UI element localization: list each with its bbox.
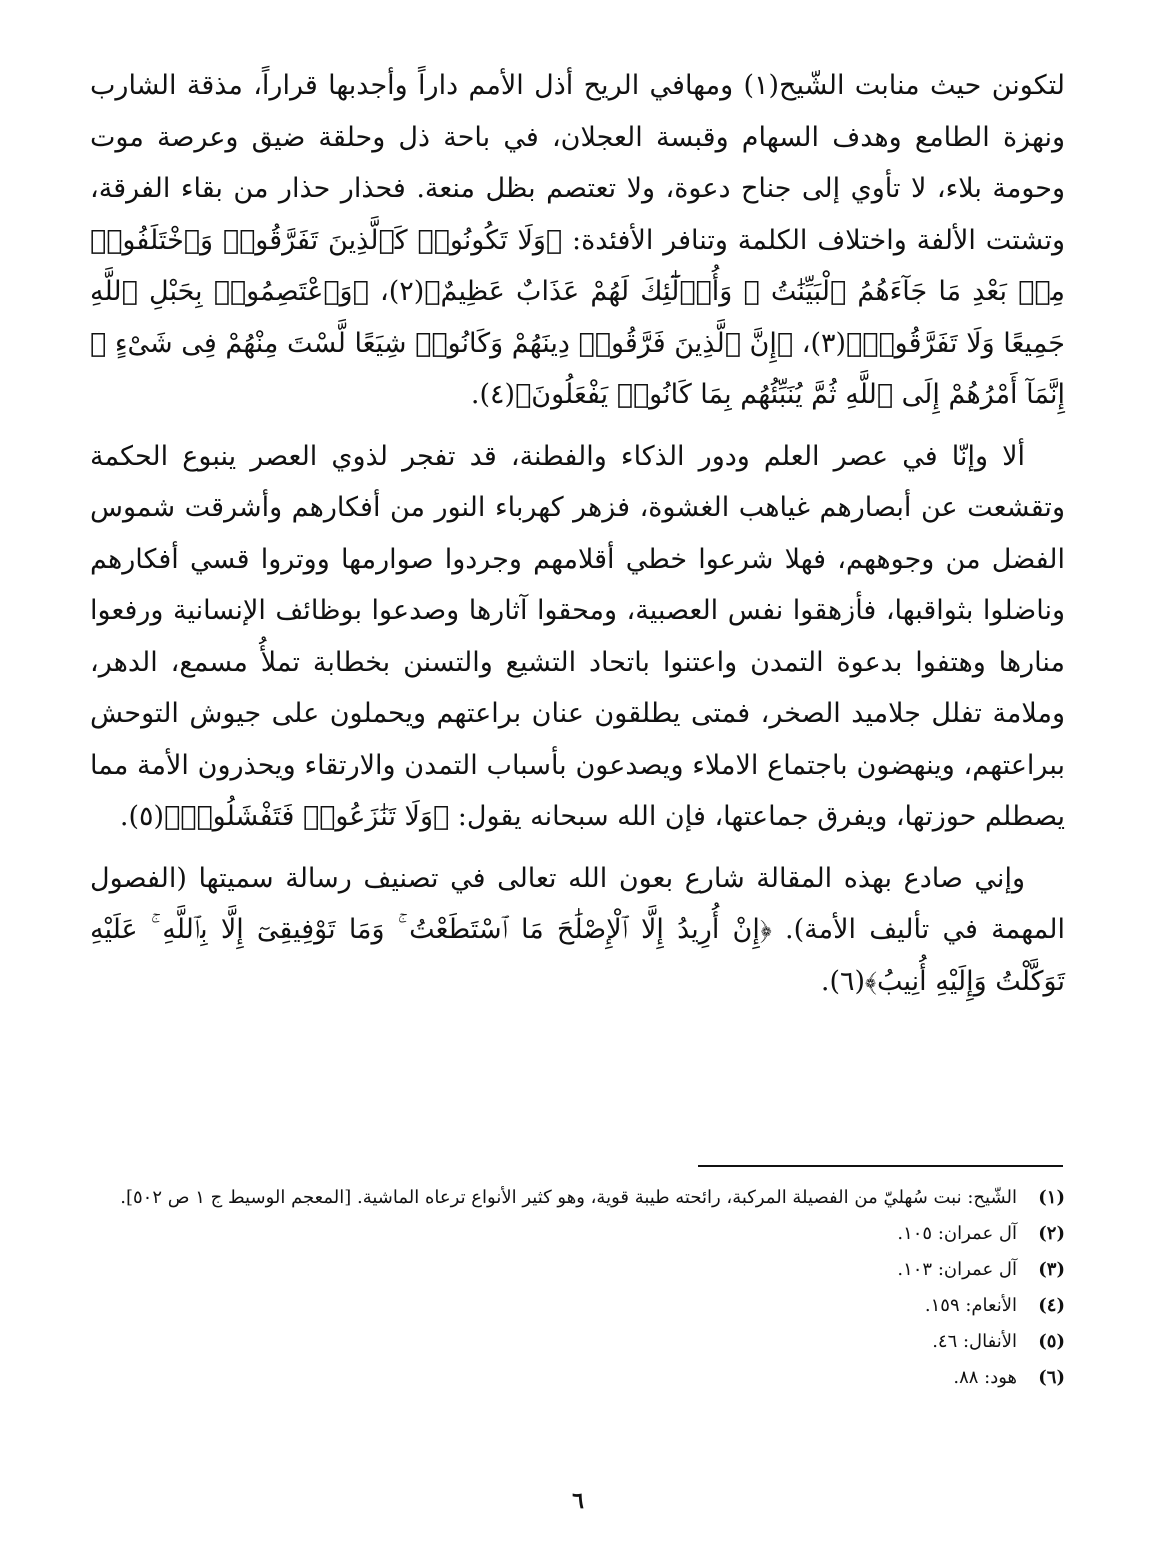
paragraph-2: ألا وإنّا في عصر العلم ودور الذكاء والفطنة، قد تفجر لذوي العصر ينبوع الحكمة وتقشعت عن أبصارهم غياهب الغشوة، فزهر كهرباء النور من أفكارهم وأشرقت شموس الفضل من وجوههم، فهلا شرعوا خطي أقلامهم وجردوا صوارمها ووتروا قسي أفكارهم وناضلوا بثواقبها، فأزهقوا نفس العصبية، ومحقوا آثارها وصدعوا بوظائف الإنسانية ورفعوا منارها وهتفوا بدعوة التمدن واعتنوا باتحاد التشيع والتسنن بخطابة تملأُ مسمع، الدهر، وملامة تفلل جلاميد الصخر، فمتى يطلقون عنان براعتهم ويحملون على جيوش التوحش ببراعتهم، وينهضون باجتماع الاملاء ويصدعون بأسباب التمدن والارتقاء ويحذرون الأمة مما يصطلم حوزتها، ويفرق جماعتها، فإن الله سبحانه يقول: ﴿وَلَا تَنَٰزَعُوا۟ فَتَفْشَلُوا۟﴾(٥). [90,440,1065,832]
footnote-text: الأنفال: ٤٦. [932,1331,1017,1352]
footnote-divider [698,1165,1063,1167]
paragraph-3: وإني صادع بهذه المقالة شارع بعون الله تعالى في تصنيف رسالة سميتها (الفصول المهمة في تأليف الأمة). ﴿إِنْ أُرِيدُ إِلَّا ٱلْإِصْلَٰحَ مَا ٱسْتَطَعْتُ ۚ وَمَا تَوْفِيقِىٓ إِلَّا بِٱللَّهِ ۚ عَلَيْهِ تَوَكَّلْتُ وَإِلَيْهِ أُنِيبُ﴾(٦). [90,862,1065,997]
page-number: ٦ [572,1488,584,1514]
footnote-6 [90,1360,1065,1396]
footnote-text: هود: ٨٨. [953,1367,1017,1388]
footnote-text: آل عمران: ١٠٥. [897,1223,1017,1244]
footnote-4 [90,1288,1065,1324]
footnote-2 [90,1216,1065,1252]
footnote-text: الأنعام: ١٥٩. [924,1295,1017,1316]
footnote-text: الشّيح: نبت سُهليّ من الفصيلة المركبة، رائحته طيبة قوية، وهو كثير الأنواع ترعاه الماشية. [المعجم الوسيط ج ١ ص ٥٠٢]. [120,1187,1017,1208]
footnote-3 [90,1252,1065,1288]
footnote-number: (٥) [1038,1331,1065,1352]
page-body [90,60,1065,1017]
footnote-text: آل عمران: ١٠٣. [897,1259,1017,1280]
footnote-number: (٦) [1038,1367,1065,1388]
footnote-number: (٤) [1038,1295,1065,1316]
paragraph-1: لتكونن حيث منابت الشّيح(١) ومهافي الريح أذل الأمم داراً وأجدبها قراراً، مذقة الشارب ونهزة الطامع وهدف السهام وقبسة العجلان، في باحة ذل وحلقة ضيق وعرصة موت وحومة بلاء، لا تأوي إلى جناح دعوة، ولا تعتصم بظل منعة. فحذار حذار من بقاء الفرقة، وتشتت الألفة واختلاف الكلمة وتنافر الأفئدة: ﴿وَلَا تَكُونُوا۟ كَٱلَّذِينَ تَفَرَّقُوا۟ وَٱخْتَلَفُوا۟ مِنۢ بَعْدِ مَا جَآءَهُمُ ٱلْبَيِّنَٰتُ ۚ وَأُو۟لَٰٓئِكَ لَهُمْ عَذَابٌ عَظِيمٌ﴾(٢)، ﴿وَٱعْتَصِمُوا۟ بِحَبْلِ ٱللَّهِ جَمِيعًا وَلَا تَفَرَّقُوا۟﴾(٣)، ﴿إِنَّ ٱلَّذِينَ فَرَّقُوا۟ دِينَهُمْ وَكَانُوا۟ شِيَعًا لَّسْتَ مِنْهُمْ فِى شَىْءٍ ۚ إِنَّمَآ أَمْرُهُمْ إِلَى ٱللَّهِ ثُمَّ يُنَبِّئُهُم بِمَا كَانُوا۟ يَفْعَلُونَ﴾(٤). [90,70,1065,410]
footnote-number: (٣) [1038,1259,1065,1280]
footnote-5 [90,1324,1065,1360]
footnote-number: (١) [1038,1187,1065,1208]
footnotes [90,1180,1065,1396]
footnote-number: (٢) [1038,1223,1065,1244]
footnote-1 [90,1180,1065,1216]
